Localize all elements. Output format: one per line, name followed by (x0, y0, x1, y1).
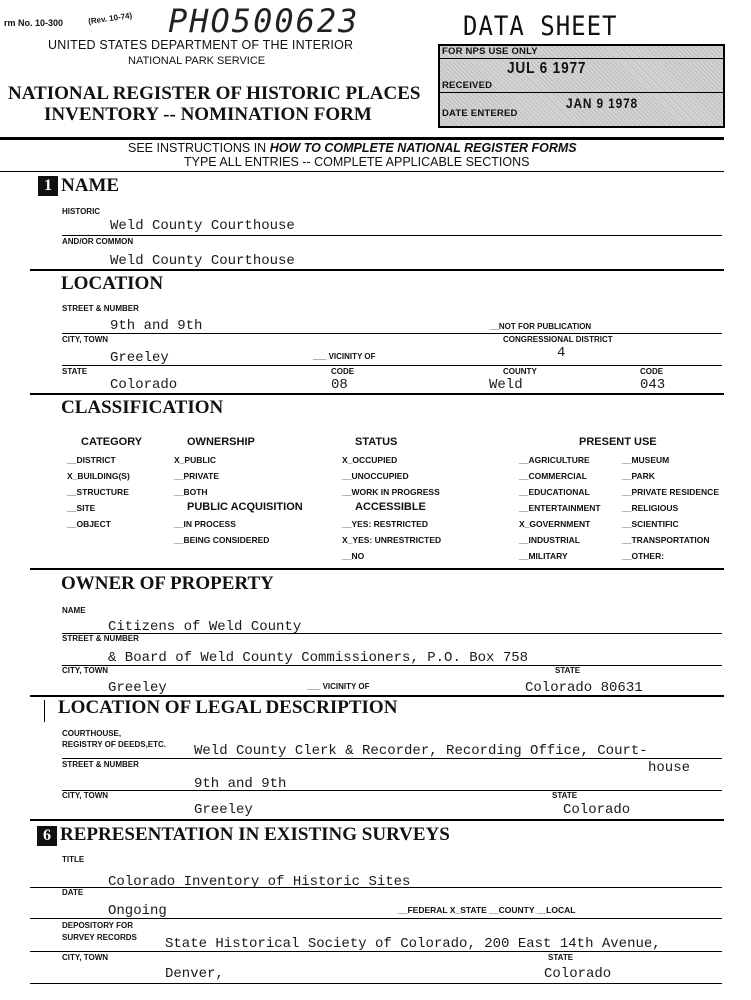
date-entered-label: DATE ENTERED (442, 108, 518, 119)
depository-label-line2: SURVEY RECORDS (62, 933, 137, 942)
surveys-section-heading: REPRESENTATION IN EXISTING SURVEYS (60, 824, 450, 845)
survey-title-label: TITLE (62, 855, 85, 864)
form-title-line2: INVENTORY -- NOMINATION FORM (44, 104, 372, 125)
legal-street-value: 9th and 9th (194, 776, 287, 792)
city-town-label: CITY, TOWN (62, 335, 109, 344)
survey-level-options: __FEDERAL X_STATE __COUNTY __LOCAL (398, 905, 576, 915)
ownership-public: X_PUBLIC (174, 455, 217, 465)
public-acquisition-heading: PUBLIC ACQUISITION (187, 501, 303, 513)
county-label: COUNTY (503, 367, 537, 376)
state-label: STATE (62, 367, 88, 376)
section-number-1: 1 (38, 176, 58, 196)
department-name: UNITED STATES DEPARTMENT OF THE INTERIOR (48, 38, 354, 52)
historic-label: HISTORIC (62, 207, 101, 216)
survey-state-value: Colorado (544, 966, 612, 982)
courthouse-label-line2: REGISTRY OF DEEDS,ETC. (62, 740, 167, 749)
instructions-form-title: HOW TO COMPLETE NATIONAL REGISTER FORMS (269, 141, 577, 155)
category-buildings: X_BUILDING(S) (67, 471, 130, 481)
status-unoccupied: __UNOCCUPIED (342, 471, 409, 481)
owner-name-label: NAME (62, 606, 86, 615)
received-label: RECEIVED (442, 80, 493, 91)
owner-city-label: CITY, TOWN (62, 666, 109, 675)
form-title-line1: NATIONAL REGISTER OF HISTORIC PLACES (8, 83, 421, 104)
historic-name-value: Weld County Courthouse (110, 218, 295, 234)
section-number-6: 6 (37, 826, 57, 846)
owner-state-value: Colorado 80631 (525, 680, 643, 696)
service-name: NATIONAL PARK SERVICE (128, 55, 266, 67)
state-code-value: 08 (331, 377, 348, 393)
accessible-no: __NO (342, 551, 365, 561)
ownership-private: __PRIVATE (174, 471, 220, 481)
accessible-restricted: __YES: RESTRICTED (342, 519, 428, 529)
use-commercial: __COMMERCIAL (519, 471, 588, 481)
courthouse-value-continued: house (648, 760, 691, 776)
county-code-value: 043 (640, 377, 666, 393)
common-name-value: Weld County Courthouse (110, 253, 295, 269)
status-work-in-progress: __WORK IN PROGRESS (342, 487, 440, 497)
use-entertainment: __ENTERTAINMENT (519, 503, 601, 513)
use-park: __PARK (622, 471, 655, 481)
ownership-heading: OWNERSHIP (187, 436, 255, 448)
use-religious: __RELIGIOUS (622, 503, 679, 513)
use-other: __OTHER: (622, 551, 665, 561)
owner-section-heading: OWNER OF PROPERTY (61, 573, 274, 594)
county-code-label: CODE (640, 367, 664, 376)
instructions-prefix: SEE INSTRUCTIONS IN (128, 141, 270, 155)
legal-description-section-heading: LOCATION OF LEGAL DESCRIPTION (58, 697, 398, 718)
date-entered-stamp: JAN 9 1978 (566, 95, 639, 111)
survey-state-label: STATE (548, 953, 574, 962)
owner-name-value: Citizens of Weld County (108, 619, 302, 635)
instructions-line2: TYPE ALL ENTRIES -- COMPLETE APPLICABLE SECTIONS (184, 155, 530, 169)
location-section-heading: LOCATION (61, 273, 164, 294)
city-town-value: Greeley (110, 350, 169, 366)
survey-date-value: Ongoing (108, 903, 167, 919)
owner-street-value: & Board of Weld County Commissioners, P.O. Box 758 (108, 650, 529, 666)
use-private-residence: __PRIVATE RESIDENCE (622, 487, 719, 497)
legal-city-value: Greeley (194, 802, 253, 818)
data-sheet-heading: DATA SHEET (463, 10, 618, 42)
accessible-unrestricted: X_YES: UNRESTRICTED (342, 535, 442, 545)
name-section-heading: NAME (61, 175, 120, 196)
county-value: Weld (489, 377, 523, 393)
survey-city-value: Denver, (165, 966, 224, 982)
nps-use-label: FOR NPS USE ONLY (442, 46, 538, 57)
category-site: __SITE (67, 503, 96, 513)
owner-state-label: STATE (555, 666, 581, 675)
present-use-heading: PRESENT USE (579, 436, 657, 448)
courthouse-label-line1: COURTHOUSE, (62, 729, 122, 738)
legal-city-label: CITY, TOWN (62, 791, 109, 800)
use-government: X_GOVERNMENT (519, 519, 591, 529)
state-code-label: CODE (331, 367, 355, 376)
category-district: __DISTRICT (67, 455, 116, 465)
courthouse-value: Weld County Clerk & Recorder, Recording Office, Court- (194, 743, 648, 759)
street-number-label: STREET & NUMBER (62, 304, 139, 313)
use-educational: __EDUCATIONAL (519, 487, 590, 497)
ownership-both: __BOTH (174, 487, 208, 497)
use-agriculture: __AGRICULTURE (519, 455, 590, 465)
owner-city-value: Greeley (108, 680, 167, 696)
street-number-value: 9th and 9th (110, 318, 203, 334)
form-number: rm No. 10-300 (4, 18, 64, 28)
accessible-heading: ACCESSIBLE (355, 501, 426, 513)
status-heading: STATUS (355, 436, 398, 448)
category-structure: __STRUCTURE (67, 487, 129, 497)
survey-city-label: CITY, TOWN (62, 953, 109, 962)
use-museum: __MUSEUM (622, 455, 670, 465)
legal-state-value: Colorado (563, 802, 631, 818)
status-occupied: X_OCCUPIED (342, 455, 398, 465)
instructions-line1 (128, 141, 577, 155)
use-transportation: __TRANSPORTATION (622, 535, 710, 545)
survey-title-value: Colorado Inventory of Historic Sites (108, 874, 411, 890)
congressional-district-label: CONGRESSIONAL DISTRICT (503, 335, 613, 344)
state-value: Colorado (110, 377, 178, 393)
handwritten-reference-number: PHO500623 (168, 2, 360, 40)
use-military: __MILITARY (519, 551, 568, 561)
owner-street-label: STREET & NUMBER (62, 634, 139, 643)
not-for-publication-option: __NOT FOR PUBLICATION (490, 322, 592, 331)
legal-street-label: STREET & NUMBER (62, 760, 139, 769)
classification-section-heading: CLASSIFICATION (61, 397, 224, 418)
legal-state-label: STATE (552, 791, 578, 800)
received-date-stamp: JUL 6 1977 (507, 60, 587, 77)
acquisition-being-considered: __BEING CONSIDERED (174, 535, 270, 545)
use-scientific: __SCIENTIFIC (622, 519, 679, 529)
congressional-district-value: 4 (557, 345, 566, 361)
survey-date-label: DATE (62, 888, 84, 897)
common-name-label: AND/OR COMMON (62, 237, 134, 246)
depository-label-line1: DEPOSITORY FOR (62, 921, 133, 930)
owner-vicinity-option: ___ VICINITY OF (307, 682, 370, 691)
depository-value: State Historical Society of Colorado, 200 East 14th Avenue, (165, 936, 661, 952)
vicinity-of-option: ___ VICINITY OF (313, 352, 376, 361)
category-heading: CATEGORY (81, 436, 143, 448)
acquisition-in-process: __IN PROCESS (174, 519, 236, 529)
form-revision: (Rev. 10-74) (87, 10, 133, 27)
category-object: __OBJECT (67, 519, 111, 529)
use-industrial: __INDUSTRIAL (519, 535, 580, 545)
